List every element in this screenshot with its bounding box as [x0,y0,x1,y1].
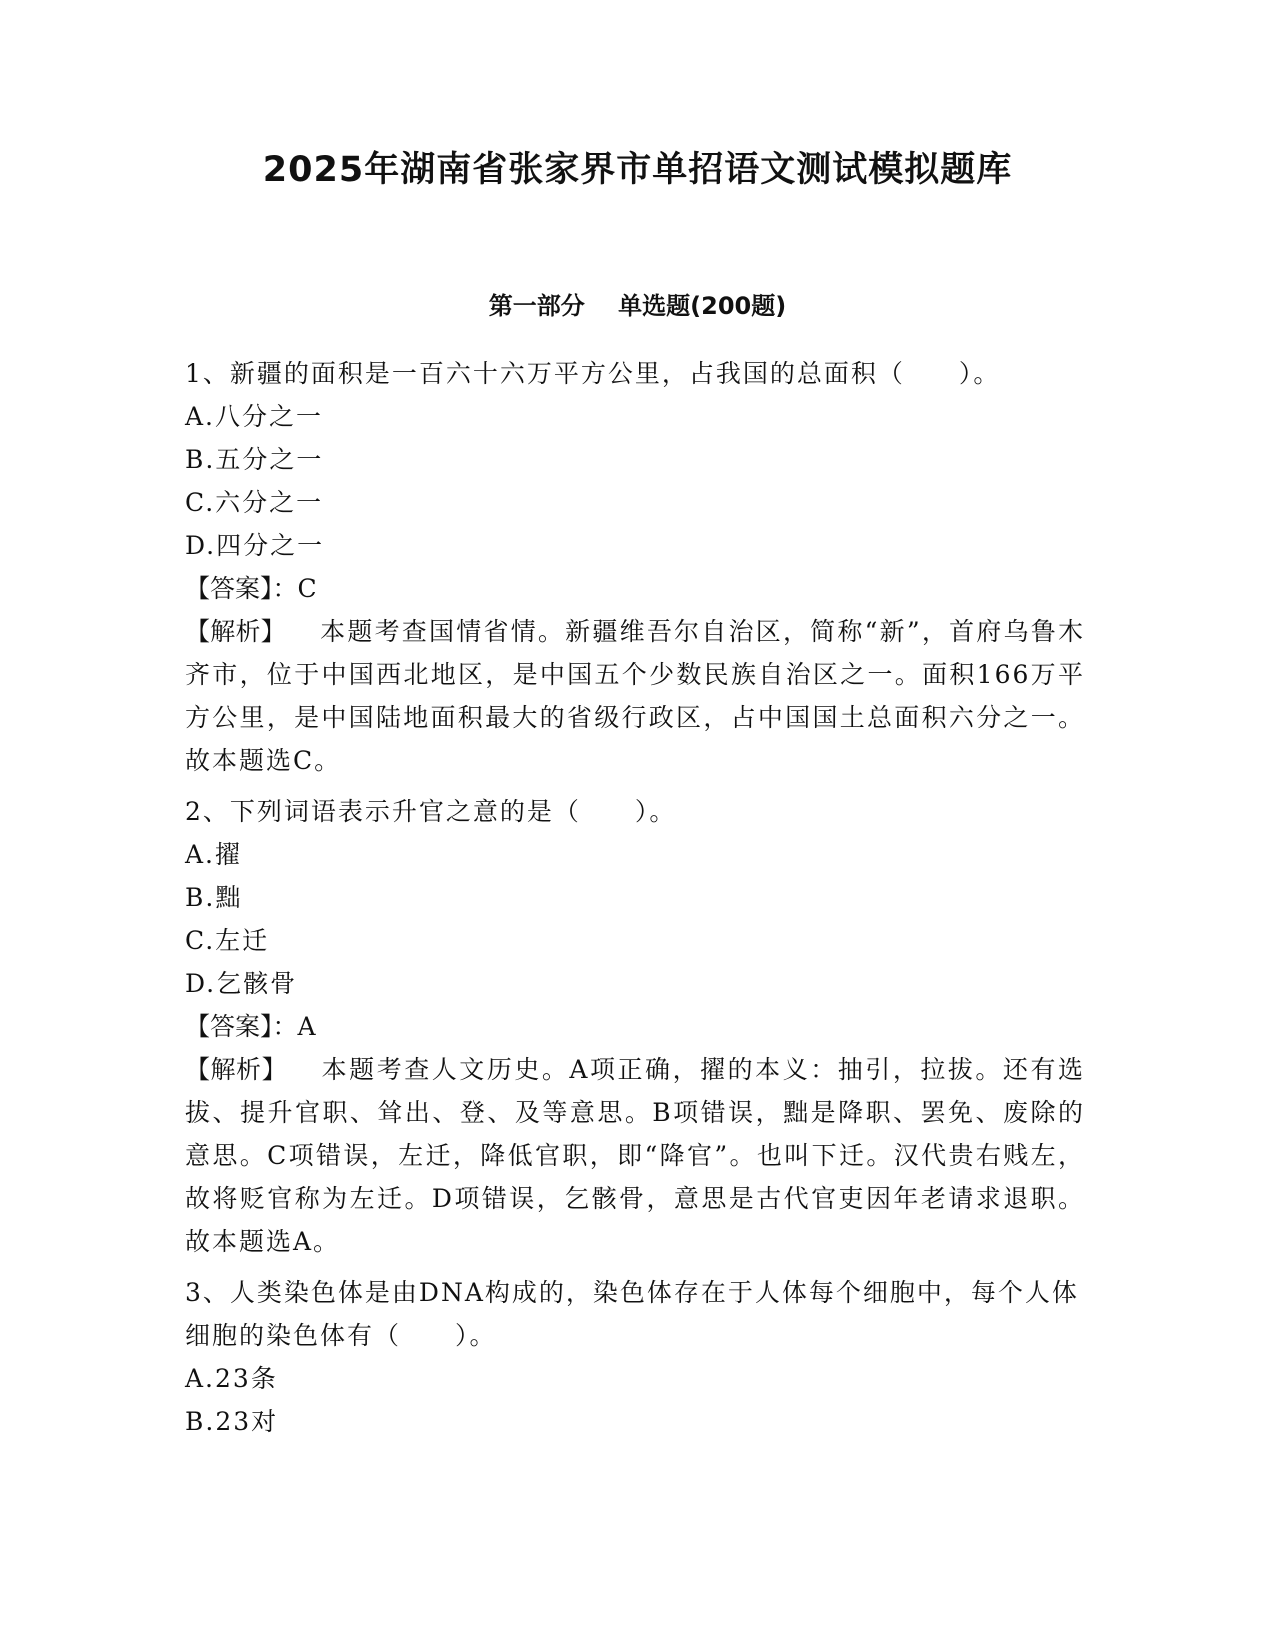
analysis-label: 【解析】 [185,1055,288,1084]
option-b: B.23对 [185,1407,279,1436]
answer-value: A [297,1012,318,1041]
analysis-paragraph [185,1048,1085,1263]
option-a: A.23条 [185,1364,278,1393]
option-c: C.左迁 [185,926,270,955]
option-d: D.四分之一 [185,531,325,560]
answer-line [185,1005,1085,1048]
answer-label: 【答案】： [185,1012,298,1041]
question-stem: 2、下列词语表示升官之意的是（ ）。 [185,797,677,826]
option-b: B.黜 [185,883,243,912]
option-a: A.擢 [185,840,243,869]
answer-label: 【答案】： [185,574,298,603]
analysis-label: 【解析】 [185,617,286,646]
analysis-text: 本题考查人文历史。A项正确，擢的本义：抽引，拉拔。还有选拔、提升官职、耸出、登、及等意思。B项错误，黜是降职、罢免、废除的意思。C项错误，左迁，降低官职，即“降官”。也叫下迁。汉代贵右贱左，故将贬官称为左迁。D项错误，乞骸骨，意思是古代官吏因年老请求退职。故本题选A。 [185,1055,1085,1256]
question-2 [185,790,1085,1263]
question-3 [185,1271,1085,1443]
option-b: B.五分之一 [185,445,324,474]
option-c: C.六分之一 [185,488,324,517]
analysis-paragraph [185,610,1085,782]
option-a: A.八分之一 [185,402,324,431]
answer-line [185,567,1085,610]
analysis-text: 本题考查国情省情。新疆维吾尔自治区，简称“新”，首府乌鲁木齐市，位于中国西北地区，是中国五个少数民族自治区之一。面积166万平方公里，是中国陆地面积最大的省级行政区，占中国国土总面积六分之一。故本题选C。 [185,617,1085,775]
section-title: 第一部分 单选题(200题) [488,292,787,320]
option-d: D.乞骸骨 [185,969,298,998]
question-list [185,352,1085,1451]
question-stem: 3、人类染色体是由DNA构成的，染色体存在于人体每个细胞中，每个人体细胞的染色体有（ ）。 [185,1278,1079,1350]
document-title: 2025年湖南省张家界市单招语文测试模拟题库 [262,150,1013,190]
answer-value: C [297,574,319,603]
question-1 [185,352,1085,782]
question-stem: 1、新疆的面积是一百六十六万平方公里，占我国的总面积（ ）。 [185,359,1001,388]
